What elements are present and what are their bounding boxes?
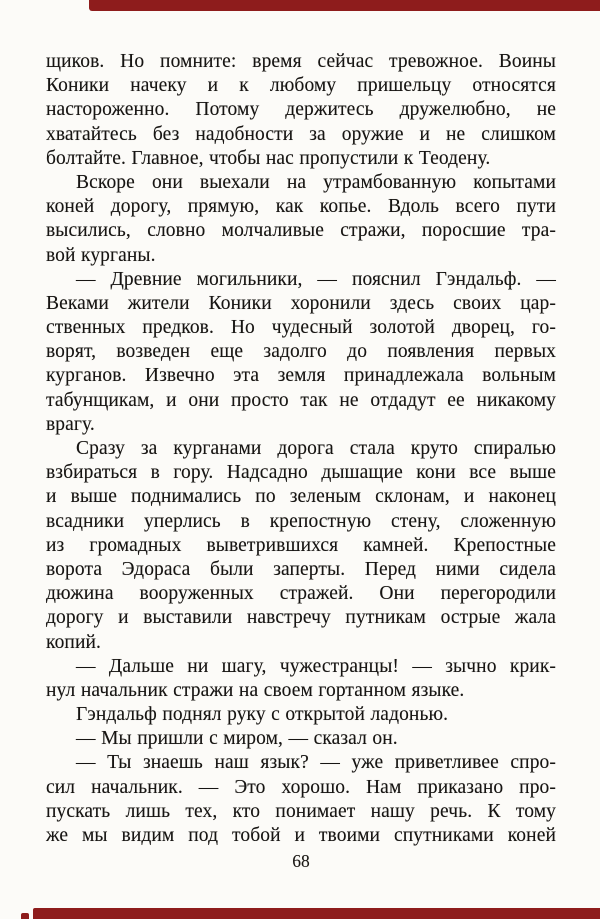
- text-line: же мы видим под тобой и твоими спутниками коней: [46, 825, 556, 846]
- text-block: [46, 50, 556, 848]
- text-line: вой курганы.: [46, 244, 156, 266]
- text-line: Коники начеку и к любому пришельцу относятся: [46, 75, 556, 97]
- text-line: настороженно. Потому держитесь дружелюбно, не: [46, 99, 556, 121]
- text-line: копий.: [46, 631, 102, 653]
- text-line: высились, словно молчаливые стражи, поросшие тра-: [46, 220, 556, 242]
- text-line: щиков. Но помните: время сейчас тревожное. Воины: [46, 51, 556, 72]
- scan-edge-bottom: [33, 908, 600, 919]
- text-line: всадники уперлись в крепостную стену, сложенную: [46, 510, 556, 532]
- text-line: курганов. Извечно эта земля принадлежала вольным: [46, 365, 556, 387]
- text-line: — Мы пришли с миром, — сказал он.: [76, 728, 398, 750]
- paragraph: [46, 50, 556, 171]
- scan-edge-speck: [21, 913, 29, 919]
- text-line: и выше поднимались по зеленым склонам, и наконец: [46, 486, 556, 508]
- page-number: 68: [292, 851, 310, 871]
- text-line: сил начальник. — Это хорошо. Нам приказано про-: [46, 776, 556, 798]
- text-line: хватайтесь без надобности за оружие и не слишком: [46, 123, 556, 145]
- paragraph: [46, 703, 556, 727]
- text-line: ственных предков. Но чудесный золотой дворец, го-: [46, 317, 556, 339]
- scan-edge-top: [89, 0, 600, 11]
- text-line: коней дорогу, прямую, как копье. Вдоль всего пути: [46, 196, 556, 218]
- text-line: ворота Эдораса были заперты. Перед ними сидела: [46, 558, 556, 580]
- paragraph: [46, 437, 556, 655]
- text-line: табунщикам, и они просто так не отдадут ее никакому: [46, 389, 556, 411]
- text-line: взбираться в гору. Надсадно дышащие кони все выше: [46, 462, 556, 484]
- paragraph: [46, 268, 556, 437]
- paragraph: [46, 655, 556, 703]
- text-line: Вскоре они выехали на утрамбованную копытами: [76, 171, 556, 193]
- text-line: — Древние могильники, — пояснил Гэндальф. —: [76, 268, 556, 290]
- paragraph: [46, 751, 556, 848]
- text-line: — Ты знаешь наш язык? — уже приветливее спро-: [76, 752, 556, 774]
- text-line: Веками жители Коники хоронили здесь своих цар-: [46, 292, 556, 314]
- text-line: нул начальник стражи на своем гортанном языке.: [46, 679, 465, 701]
- paragraph: [46, 171, 556, 268]
- text-line: из громадных выветрившихся камней. Крепостные: [46, 534, 556, 556]
- text-line: ворят, возведен еще задолго до появления первых: [46, 341, 556, 363]
- text-line: Сразу за курганами дорога стала круто спиралью: [76, 438, 556, 459]
- text-line: дорогу и выставили навстречу путникам острые жала: [46, 607, 556, 629]
- text-line: болтайте. Главное, чтобы нас пропустили к Теодену.: [46, 147, 491, 169]
- text-line: пускать лишь тех, кто понимает нашу речь. К тому: [46, 800, 556, 822]
- text-line: — Дальше ни шагу, чужестранцы! — зычно крик-: [76, 655, 556, 677]
- text-line: дюжина вооруженных стражей. Они перегородили: [46, 583, 556, 605]
- text-line: врагу.: [46, 413, 95, 435]
- text-line: Гэндальф поднял руку с открытой ладонью.: [76, 704, 449, 726]
- paragraph: [46, 727, 556, 751]
